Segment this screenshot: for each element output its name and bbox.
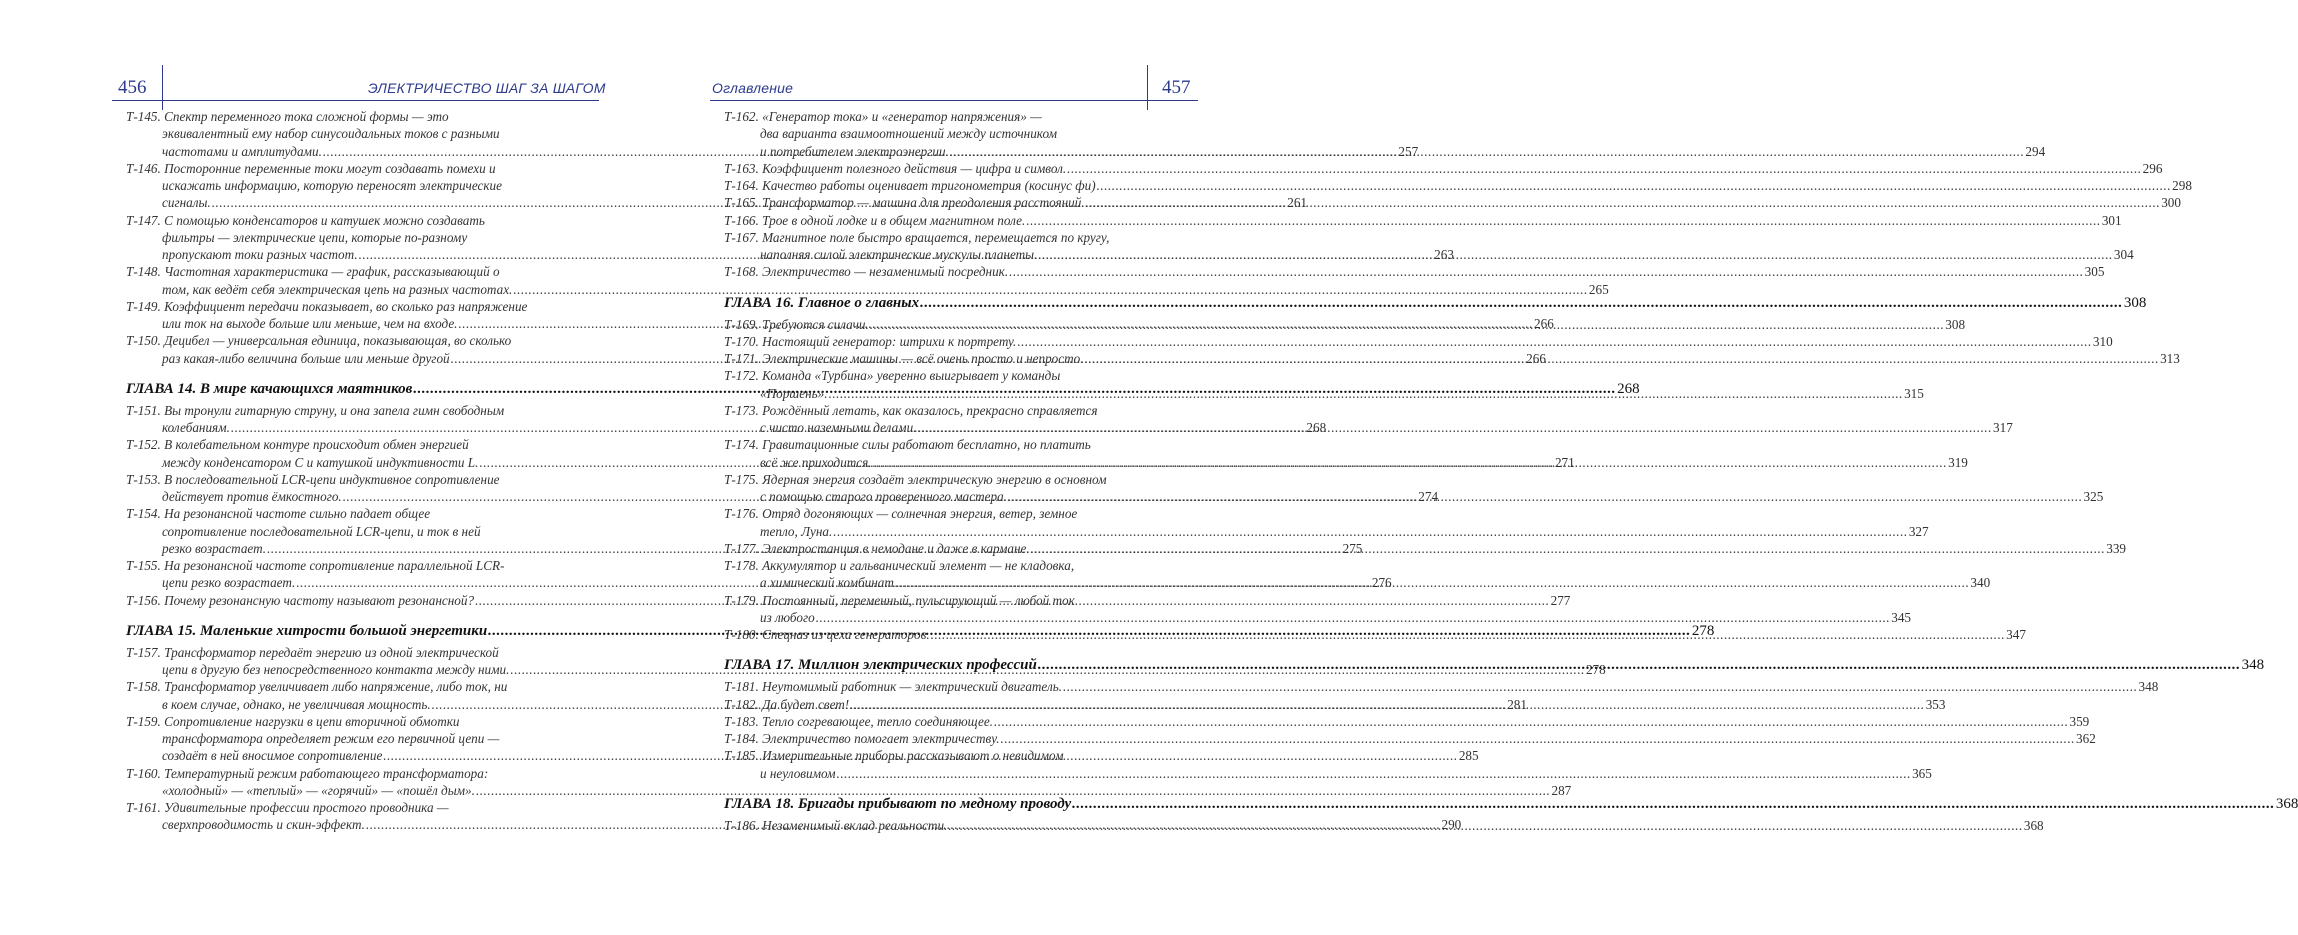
toc-entry-text: частотами и амплитудами.: [162, 143, 322, 159]
toc-page-number: 317: [1993, 420, 2013, 435]
dot-leader: [1001, 731, 2076, 746]
toc-page-number: 266: [1526, 350, 1546, 366]
toc-entry-text: или ток на выходе больше или меньше, чем на входе.: [162, 316, 458, 331]
toc-entry-line: Т-146. Посторонние переменные токи могут создавать помехи и: [126, 160, 496, 176]
toc-entry-line: Т-147. С помощью конденсаторов и катушек можно создавать: [126, 212, 485, 228]
dot-leader: [917, 420, 1992, 435]
toc-entry-text: сигналы.: [162, 195, 211, 211]
toc-entry-line: [126, 281, 1609, 298]
toc-entry-line: Т-145. Спектр переменного тока сложной формы — это: [126, 109, 449, 124]
chapter-page-number: 308: [2123, 294, 2147, 311]
toc-page-number: 298: [2172, 178, 2192, 193]
toc-entry-line: эквивалентный ему набор синусоидальных токов с разными: [162, 126, 500, 142]
toc-page-number: 300: [2161, 195, 2181, 211]
toc-entry-line: Т-152. В колебательном контуре происходит обмен энергией: [126, 437, 469, 453]
toc-page-number: 365: [1912, 765, 1932, 781]
toc-entry-line: Т-151. Вы тронули гитарную струну, и она запела гимн свободным: [126, 402, 505, 418]
toc-entry-text: Т-165. Трансформатор — машина для преодоления расстояний.: [724, 195, 1085, 211]
chapter-title: ГЛАВА 18. Бригады прибывают по медному проводу: [724, 795, 1072, 812]
dot-leader: [870, 317, 1945, 332]
toc-entry-text: и неуловимом: [760, 765, 836, 781]
dot-leader: [1097, 178, 2172, 193]
toc-entry-line: Т-178. Аккумулятор и гальванический элемент — не кладовка,: [724, 558, 1075, 573]
toc-entry-line: Т-179. Постоянный, переменный, пульсирующий — любой ток: [724, 592, 1075, 608]
toc-page-number: 278: [1585, 662, 1606, 677]
toc-entry-line: трансформатора определяет режим его первичной цепи —: [162, 731, 500, 746]
toc-entry-text: Т-180. Спецназ из цеха генераторов.: [724, 627, 930, 642]
dot-leader: [1085, 351, 2160, 366]
toc-entry-text: Т-186. Незаменимый вклад реальности.: [724, 817, 948, 833]
left-running-title: ЭЛЕКТРИЧЕСТВО ШАГ ЗА ШАГОМ: [368, 80, 606, 96]
dot-leader: [1008, 489, 2083, 504]
dot-leader: [873, 455, 1948, 470]
toc-entry-text: резко возрастает.: [162, 540, 267, 556]
toc-entry-text: Т-182. Да будет свет!: [724, 696, 850, 712]
toc-entry-text: Т-181. Неутомимый работник — электрический двигатель.: [724, 679, 1063, 695]
toc-entry-text: «Поршень».: [760, 385, 828, 401]
toc-entry-text: цепи в другую без непосредственного контакта между ними.: [162, 662, 510, 677]
dot-leader: [948, 818, 2023, 833]
toc-page-number: 359: [2069, 713, 2090, 729]
toc-page-number: 294: [2025, 143, 2046, 159]
toc-entry-text: тепло, Луна.: [760, 523, 833, 539]
dot-leader: [950, 144, 2025, 159]
chapter-title: ГЛАВА 15. Маленькие хитрости большой энергетики: [126, 622, 488, 639]
toc-entry-line: [724, 333, 2113, 350]
toc-entry-line: искажать информацию, которую переносят электрические: [162, 178, 502, 193]
toc-entry-line: Т-160. Температурный режим работающего трансформатора:: [126, 765, 489, 781]
dot-leader: [850, 697, 1925, 712]
toc-entry-text: и потребителем электроэнергии.: [760, 143, 949, 159]
toc-entry-text: а химический комбинат: [760, 575, 894, 591]
toc-page-number: 276: [1371, 575, 1392, 591]
toc-entry-text: между конденсатором С и катушкой индуктивности L.: [162, 454, 479, 470]
toc-entry-text: Т-177. Электростанция в чемодане и даже в кармане.: [724, 540, 1030, 556]
toc-entry-text: Т-183. Тепло согревающее, тепло соединяющее.: [724, 713, 993, 729]
toc-entry-line: [724, 609, 1911, 626]
toc-entry-text: с помощью старого проверенного мастера.: [760, 489, 1007, 504]
toc-entry-line: [724, 160, 2163, 177]
toc-entry: [724, 730, 2096, 747]
dot-leader: [833, 524, 1908, 539]
toc-entry-text: сверхпроводимость и скин-эффект.: [162, 817, 365, 833]
toc-page-number: 301: [2101, 212, 2122, 228]
toc-page-number: 347: [2006, 627, 2026, 642]
toc-entry-text: Т-169. Требуются силачи.: [724, 316, 869, 332]
dot-leader: [1038, 655, 2241, 675]
toc-entry: [724, 177, 2192, 194]
toc-entry-line: [724, 765, 1932, 782]
toc-entry-text: Т-163. Коэффициент полезного действия — цифра и символ.: [724, 160, 1067, 176]
toc-entry-line: [724, 177, 2192, 194]
toc-entry-line: [724, 263, 2105, 280]
dot-leader: [931, 627, 2006, 642]
toc-entry-text: том, как ведёт себя электрическая цепь на разных частотах.: [162, 281, 513, 297]
toc-page-number: 308: [1945, 316, 1966, 332]
toc-entry-line: Т-176. Отряд догоняющих — солнечная энергия, ветер, земное: [724, 506, 1078, 522]
right-running-title: Оглавление: [712, 80, 794, 96]
toc-entry-line: Т-149. Коэффициент передачи показывает, во сколько раз напряжение: [126, 298, 528, 314]
toc-entry-line: Т-153. В последовательной LCR-цепи индуктивное сопротивление: [126, 471, 500, 487]
toc-entry-text: цепи резко возрастает.: [162, 575, 296, 591]
dot-leader: [920, 293, 2123, 313]
toc-page-number: 304: [2113, 247, 2134, 262]
toc-entry-line: [724, 730, 2096, 747]
dot-leader: [829, 386, 1904, 401]
toc-page-number: 339: [2106, 540, 2126, 556]
toc-page-number: 348: [2138, 679, 2159, 695]
toc-entry-text: «холодный» — «теплый» — «горячий» — «пошёл дым».: [162, 782, 475, 798]
toc-page-number: 277: [1550, 592, 1571, 608]
chapter-page-number: 368: [2275, 795, 2298, 812]
toc-page-number: 325: [2083, 489, 2104, 504]
chapter-page-number: 268: [1617, 380, 1640, 397]
toc-entry-line: Т-175. Ядерная энергия создаёт электрическую энергию в основном: [724, 471, 1107, 487]
toc-page-number: 257: [1398, 143, 1419, 159]
left-header-rule: [112, 100, 599, 101]
dot-leader: [1026, 213, 2101, 228]
toc-page-number: 268: [1306, 420, 1327, 435]
toc-entry-line: [724, 212, 2122, 229]
toc-page-number: 265: [1588, 281, 1609, 297]
chapter-heading: [724, 293, 2147, 313]
toc-entry-text: Т-164. Качество работы оценивает тригонометрия (косинус фи): [724, 178, 1096, 193]
toc-entry: [724, 678, 2159, 695]
toc-entry-line: Т-150. Децибел — универсальная единица, показывающая, во сколько: [126, 333, 512, 349]
dot-leader: [816, 610, 1891, 625]
toc-entry-line: Т-173. Рождённый летать, как оказалось, прекрасно справляется: [724, 402, 1098, 418]
chapter-page-number: 278: [1691, 622, 1715, 639]
chapter-heading: [724, 794, 2298, 814]
toc-entry-text: создаёт в ней вносимое сопротивление: [162, 748, 383, 764]
toc-page-number: 319: [1948, 454, 1968, 470]
dot-leader: [1017, 334, 2092, 349]
dot-leader: [837, 766, 1912, 781]
toc-entry-text: пропускают токи разных частот.: [162, 247, 358, 262]
toc-page-number: 345: [1891, 609, 1911, 625]
toc-entry: [724, 333, 2113, 350]
toc-entry-line: Т-158. Трансформатор увеличивает либо напряжение, либо ток, ни: [126, 679, 508, 695]
chapter-title: ГЛАВА 16. Главное о главных: [724, 294, 920, 311]
toc-page-number: 274: [1418, 489, 1439, 504]
toc-page-number: 368: [2023, 817, 2044, 833]
toc-entry-line: Т-167. Магнитное поле быстро вращается, перемещается по кругу,: [724, 229, 1110, 245]
toc-entry-line: два варианта взаимоотношений между источником: [760, 126, 1057, 142]
chapter-title: ГЛАВА 14. В мире качающихся маятников: [126, 380, 413, 397]
toc-page-number: 315: [1904, 385, 1924, 401]
toc-page-number: 290: [1441, 817, 1462, 833]
toc-entry-line: [126, 782, 1572, 799]
toc-entry-text: Т-168. Электричество — незаменимый посредник.: [724, 264, 1009, 280]
toc-entry-line: Т-174. Гравитационные силы работают бесплатно, но платить: [724, 437, 1091, 453]
toc-entry-text: всё же приходится.: [760, 454, 872, 470]
toc-page-number: 310: [2092, 333, 2113, 349]
toc-entry: [724, 263, 2105, 280]
toc-entry-line: Т-154. На резонансной частоте сильно падает общее: [126, 506, 431, 522]
toc-page-number: 271: [1554, 454, 1575, 470]
chapter-title: ГЛАВА 17. Миллион электрических профессий: [724, 657, 1037, 674]
toc-entry-text: Т-171. Электрические машины — всё очень просто и непросто.: [724, 351, 1084, 366]
toc-entry-text: Т-156. Почему резонансную частоту называют резонансной?: [126, 592, 475, 608]
toc-entry: [724, 212, 2122, 229]
toc-entry-line: Т-159. Сопротивление нагрузки в цепи вторичной обмотки: [126, 713, 460, 729]
toc-page-number: 261: [1287, 195, 1308, 211]
dot-leader: [994, 714, 2069, 729]
toc-page-number: 340: [1970, 575, 1991, 591]
left-header-vertical-rule: [162, 65, 163, 110]
toc-page-number: 353: [1925, 696, 1946, 712]
right-header-vertical-rule: [1147, 65, 1148, 110]
left-page-number: 456: [118, 77, 147, 98]
toc-entry-text: с чисто наземными делами.: [760, 420, 917, 435]
right-header-rule: [710, 100, 1198, 101]
toc-entry-line: [724, 678, 2159, 695]
dot-leader: [1086, 195, 2161, 210]
toc-page-number: 285: [1458, 748, 1479, 764]
toc-entry: [724, 505, 1929, 540]
toc-page-number: 362: [2076, 731, 2096, 746]
toc-entry-text: раз какая-либо величина больше или меньше другой: [162, 350, 450, 366]
toc-page-number: 281: [1507, 696, 1527, 712]
toc-entry-line: Т-155. На резонансной частоте сопротивление параллельной LCR-: [126, 558, 505, 573]
toc-page-number: 305: [2084, 264, 2105, 280]
toc-entry-text: колебаниям.: [162, 420, 230, 435]
dot-leader: [1067, 161, 2142, 176]
toc-entry-line: Т-162. «Генератор тока» и «генератор напряжения» —: [724, 109, 1042, 124]
toc-entry-text: действует против ёмкостного.: [162, 489, 342, 504]
toc-entry: [724, 713, 2090, 730]
dot-leader: [1009, 264, 2084, 279]
toc-page-number: 275: [1342, 540, 1363, 556]
toc-entry-line: Т-172. Команда «Турбина» уверенно выигрывает у команды: [724, 368, 1061, 384]
dot-leader: [1072, 794, 2275, 814]
toc-page-number: 287: [1551, 782, 1572, 798]
dot-leader: [1031, 541, 2106, 556]
toc-entry-line: Т-161. Удивительные профессии простого проводника —: [126, 800, 449, 815]
toc-entry-line: Т-185. Измерительные приборы рассказывают о невидимом: [724, 748, 1064, 764]
toc-entry-text: Т-170. Настоящий генератор: штрихи к портрету.: [724, 333, 1017, 349]
dot-leader: [1063, 679, 2138, 694]
toc-entry-line: Т-157. Трансформатор передаёт энергию из одной электрической: [126, 644, 499, 660]
toc-entry-line: Т-148. Частотная характеристика — график, рассказывающий о: [126, 264, 500, 280]
toc-page-number: 266: [1534, 316, 1554, 331]
toc-entry-text: из любого: [760, 609, 815, 625]
dot-leader: [1038, 247, 2113, 262]
toc-page-number: 313: [2160, 351, 2180, 366]
toc-page-number: 263: [1434, 247, 1454, 262]
chapter-page-number: 348: [2241, 657, 2265, 674]
toc-entry-text: Т-166. Трое в одной лодке и в общем магнитном поле.: [724, 212, 1026, 228]
toc-entry: [724, 160, 2163, 177]
right-page-number: 457: [1162, 77, 1191, 98]
dot-leader: [895, 575, 1970, 590]
toc-entry-text: в коем случае, однако, не увеличивая мощность.: [162, 696, 431, 712]
toc-page-number: 296: [2142, 160, 2163, 176]
toc-entry-line: [724, 713, 2090, 730]
toc-page-number: 327: [1908, 523, 1929, 539]
toc-entry-line: сопротивление последовательной LCR-цепи, и ток в ней: [162, 523, 481, 539]
toc-entry-line: [724, 523, 1929, 540]
toc-entry-text: наполняя силой электрические мускулы планеты.: [760, 247, 1038, 262]
toc-entry-text: Т-184. Электричество помогает электричеству.: [724, 731, 1000, 746]
toc-entry-line: фильтры — электрические цепи, которые по-разному: [162, 229, 468, 245]
